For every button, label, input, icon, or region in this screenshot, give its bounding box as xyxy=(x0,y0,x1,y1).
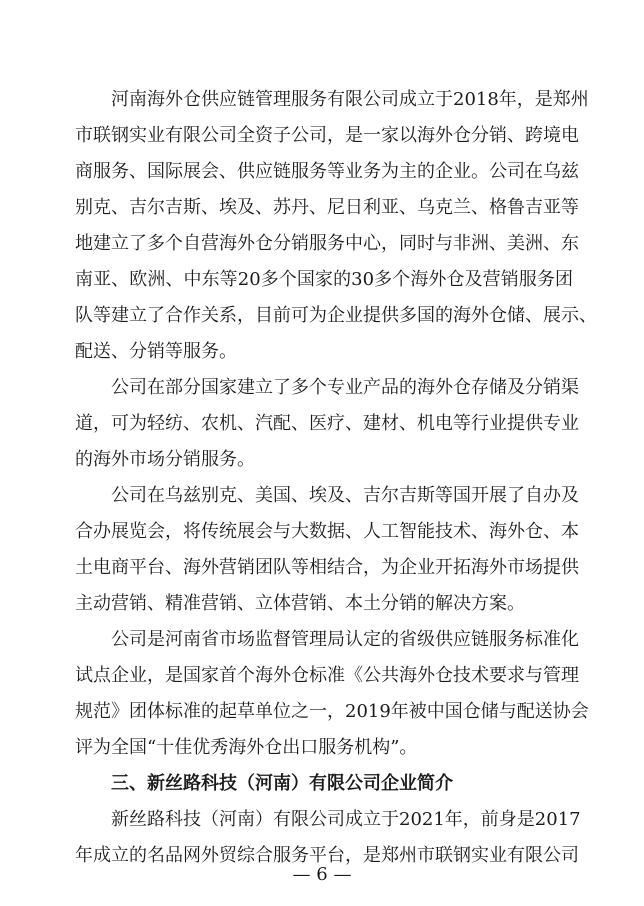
text-line: 规范》团体标准的起草单位之一，2019年被中国仓储与配送协会 xyxy=(75,701,589,722)
paragraph-distribution-channels xyxy=(75,370,579,478)
text-line: 配送、分销等服务。 xyxy=(75,341,237,362)
text-line: 道，可为轻纺、农机、汽配、医疗、建材、机电等行业提供专业 xyxy=(75,413,579,434)
paragraph-standards xyxy=(75,622,589,766)
text-line: 南亚、欧洲、中东等20多个国家的30多个海外仓及营销服务团 xyxy=(75,269,573,290)
text-line: 河南海外仓供应链管理服务有限公司成立于2018年，是郑州 xyxy=(111,89,589,110)
section-heading-text: 三、新丝路科技（河南）有限公司企业简介 xyxy=(111,773,453,794)
text-line: 公司在乌兹别克、美国、埃及、吉尔吉斯等国开展了自办及 xyxy=(111,485,579,506)
page-number: — 6 — xyxy=(292,864,352,885)
paragraph-company-overview xyxy=(75,82,597,370)
text-line: 评为全国“十佳优秀海外仓出口服务机构”。 xyxy=(75,737,418,758)
text-line: 土电商平台、海外营销团队等相结合，为企业开拓海外市场提供 xyxy=(75,557,579,578)
section-heading xyxy=(75,766,573,802)
text-line: 公司在部分国家建立了多个专业产品的海外仓存储及分销渠 xyxy=(111,377,579,398)
text-line: 别克、吉尔吉斯、埃及、苏丹、尼日利亚、乌克兰、格鲁吉亚等 xyxy=(75,197,579,218)
text-line: 合办展览会，将传统展会与大数据、人工智能技术、海外仓、本 xyxy=(75,521,579,542)
text-line: 新丝路科技（河南）有限公司成立于2021年，前身是2017 xyxy=(111,809,581,830)
text-line: 地建立了多个自营海外仓分销服务中心，同时与非洲、美洲、东 xyxy=(75,233,579,254)
text-line: 试点企业，是国家首个海外仓标准《公共海外仓技术要求与管理 xyxy=(75,665,579,686)
page-content xyxy=(75,82,597,874)
text-line: 公司是河南省市场监督管理局认定的省级供应链服务标准化 xyxy=(111,629,579,650)
paragraph-exhibitions xyxy=(75,478,579,622)
text-line: 商服务、国际展会、供应链服务等业务为主的企业。公司在乌兹 xyxy=(75,161,579,182)
text-line: 年成立的名品网外贸综合服务平台，是郑州市联钢实业有限公司 xyxy=(75,845,579,866)
text-line: 的海外市场分销服务。 xyxy=(75,449,255,470)
text-line: 队等建立了合作关系，目前可为企业提供多国的海外仓储、展示、 xyxy=(75,305,597,326)
text-line: 主动营销、精准营销、立体营销、本土分销的解决方案。 xyxy=(75,593,525,614)
text-line: 市联钢实业有限公司全资子公司，是一家以海外仓分销、跨境电 xyxy=(75,125,579,146)
